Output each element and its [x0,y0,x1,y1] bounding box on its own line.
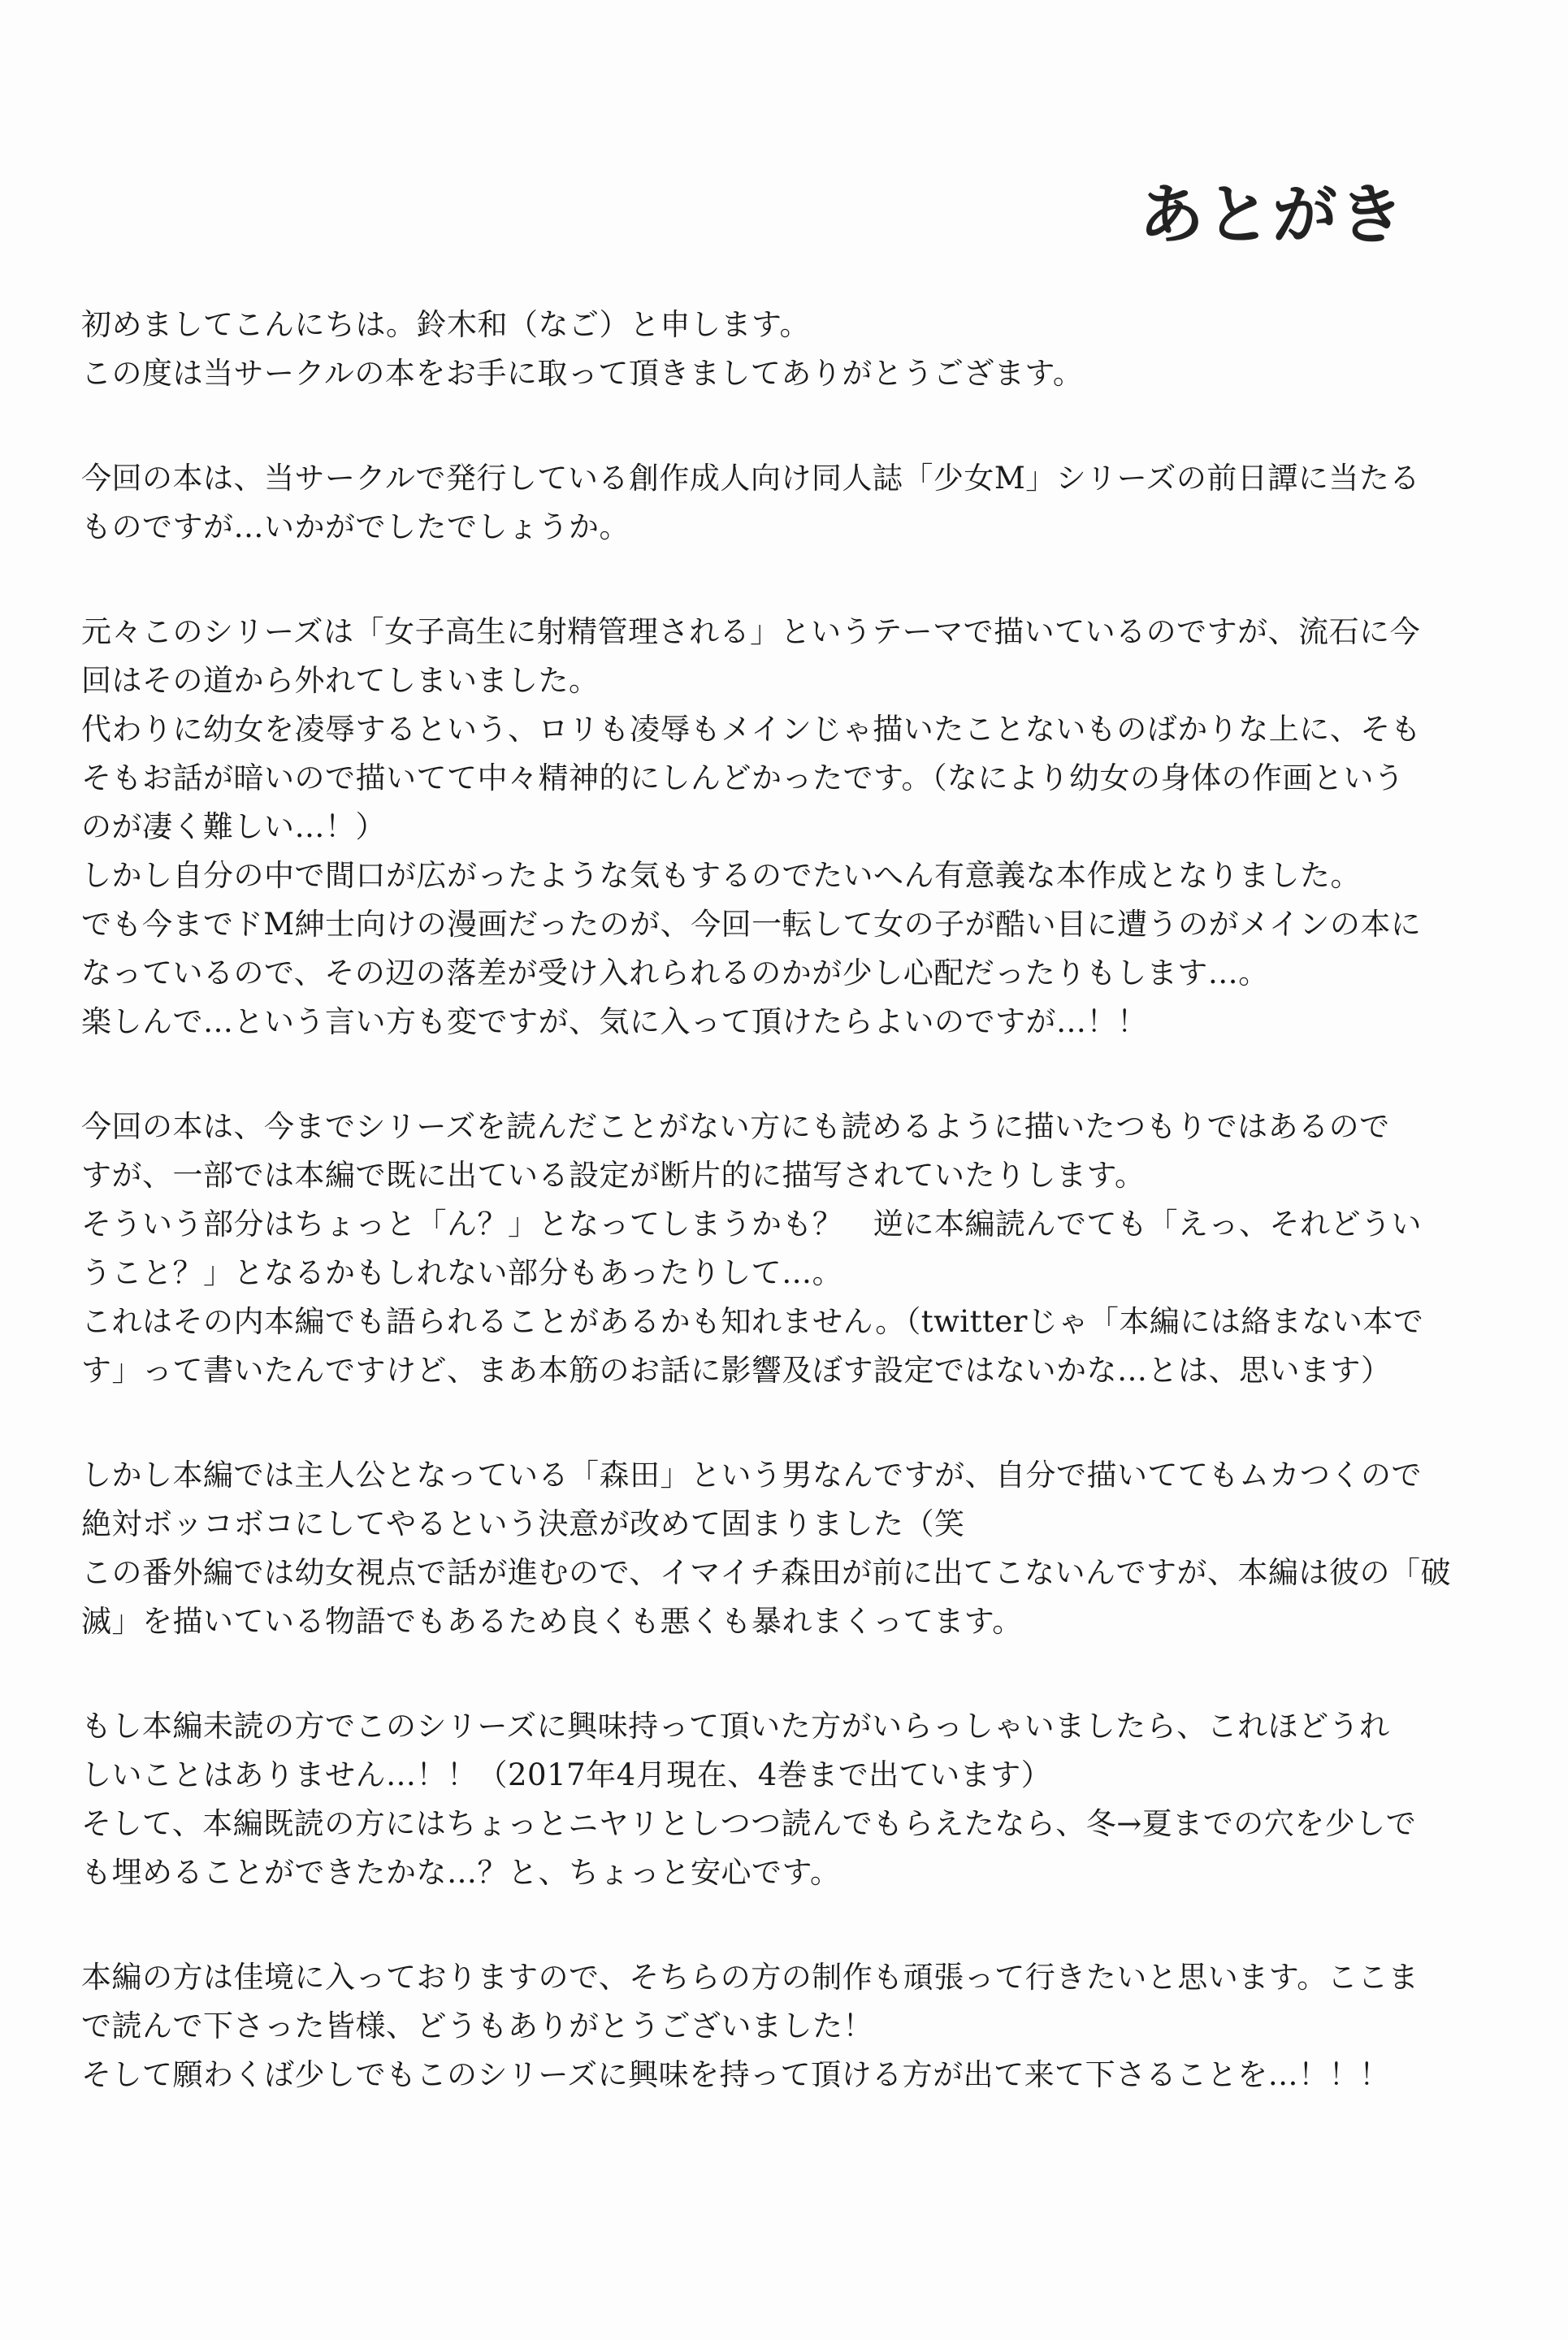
text-line: 代わりに幼女を凌辱するという、ロリも凌辱もメインじゃ描いたことないものばかりな上に、そも [81,712,1422,747]
text-line: 今回の本は、今までシリーズを読んだことがない方にも読めるように描いたつもりではあるので [81,1109,1390,1144]
text-line: のが凄く難しい…！） [81,809,386,844]
page-title: あとがき [1139,177,1406,253]
text-line: そして願わくば少しでもこのシリーズに興味を持って頂ける方が出て来て下さることを…！！！ [81,2057,1390,2092]
text-line: うこと？」となるかもしれない部分もあったりして…。 [81,1255,843,1290]
text-line: す」って書いたんですけど、まあ本筋のお話に影響及ぼす設定ではないかな…とは、思います） [81,1353,1392,1388]
text-line: この番外編では幼女視点で話が進むので、イマイチ森田が前に出てこないんですが、本編は彼の「破 [81,1555,1452,1590]
text-line: もし本編未読の方でこのシリーズに興味持って頂いた方がいらっしゃいましたら、これほどうれ [81,1709,1390,1744]
text-line: しいことはありません…！！（2017年4月現在、4巻まで出ています） [81,1757,1052,1792]
text-line: そして、本編既読の方にはちょっとニヤリとしつつ読んでもらえたなら、冬→夏までの穴を少しで [81,1806,1417,1841]
text-line: でも今までドM紳士向けの漫画だったのが、今回一転して女の子が酷い目に遭うのがメインの本に [81,907,1422,942]
text-line: も埋めることができたかな…？と、ちょっと安心です。 [81,1855,841,1890]
text-line: 楽しんで…という言い方も変ですが、気に入って頂けたらよいのですが…！！ [81,1004,1148,1039]
paragraph-theme [81,608,1422,1046]
text-line: すが、一部では本編で既に出ている設定が断片的に描写されていたりします。 [81,1158,1146,1193]
text-line: しかし本編では主人公となっている「森田」という男なんですが、自分で描いててもムカつくので [81,1458,1422,1493]
text-line: なっているので、その辺の落差が受け入れられるのかが少し心配だったりもします…。 [81,956,1269,990]
text-line: 元々このシリーズは「女子高生に射精管理される」というテーマで描いているのですが、流石に今 [81,614,1421,649]
paragraph-closing [81,1953,1419,2100]
text-line: そもお話が暗いので描いてて中々精神的にしんどかったです。（なにより幼女の身体の作画という [81,760,1405,795]
paragraph-greeting [81,301,1349,398]
text-line: 本編の方は佳境に入っておりますので、そちらの方の制作も頑張って行きたいと思います。ここま [81,1960,1419,1995]
text-line: 初めましてこんにちは。鈴木和（なご）と申します。 [81,307,811,342]
text-line: しかし自分の中で間口が広がったような気もするのでたいへん有意義な本作成となりました。 [81,858,1361,893]
paragraph-readers [81,1702,1417,1897]
text-line: これはその内本編でも語られることがあるかも知れません。（twitterじゃ「本編には絡まない本で [81,1304,1424,1339]
paragraph-morita [81,1451,1452,1646]
text-line: この度は当サークルの本をお手に取って頂きましてありがとうござます。 [81,356,1084,391]
text-line: 滅」を描いている物語でもあるため良くも悪くも暴れまくってます。 [81,1604,1023,1639]
text-line: 今回の本は、当サークルで発行している創作成人向け同人誌「少女M」シリーズの前日譚に当たる [81,461,1420,496]
afterword-body [81,301,1452,2156]
text-line: ものですが…いかがでしたでしょうか。 [81,509,630,544]
text-line: 絶対ボッコボコにしてやるという決意が改めて固まりました（笑 [81,1506,965,1541]
text-line: で読んで下さった皆様、どうもありがとうございました！ [81,2008,873,2043]
paragraph-series-note [81,1103,1424,1395]
text-line: 回はその道から外れてしまいました。 [81,663,600,698]
text-line: そういう部分はちょっと「ん？」となってしまうかも？ 逆に本編読んでても「えっ、それどうい [81,1207,1422,1242]
paragraph-about-book [81,454,1420,552]
